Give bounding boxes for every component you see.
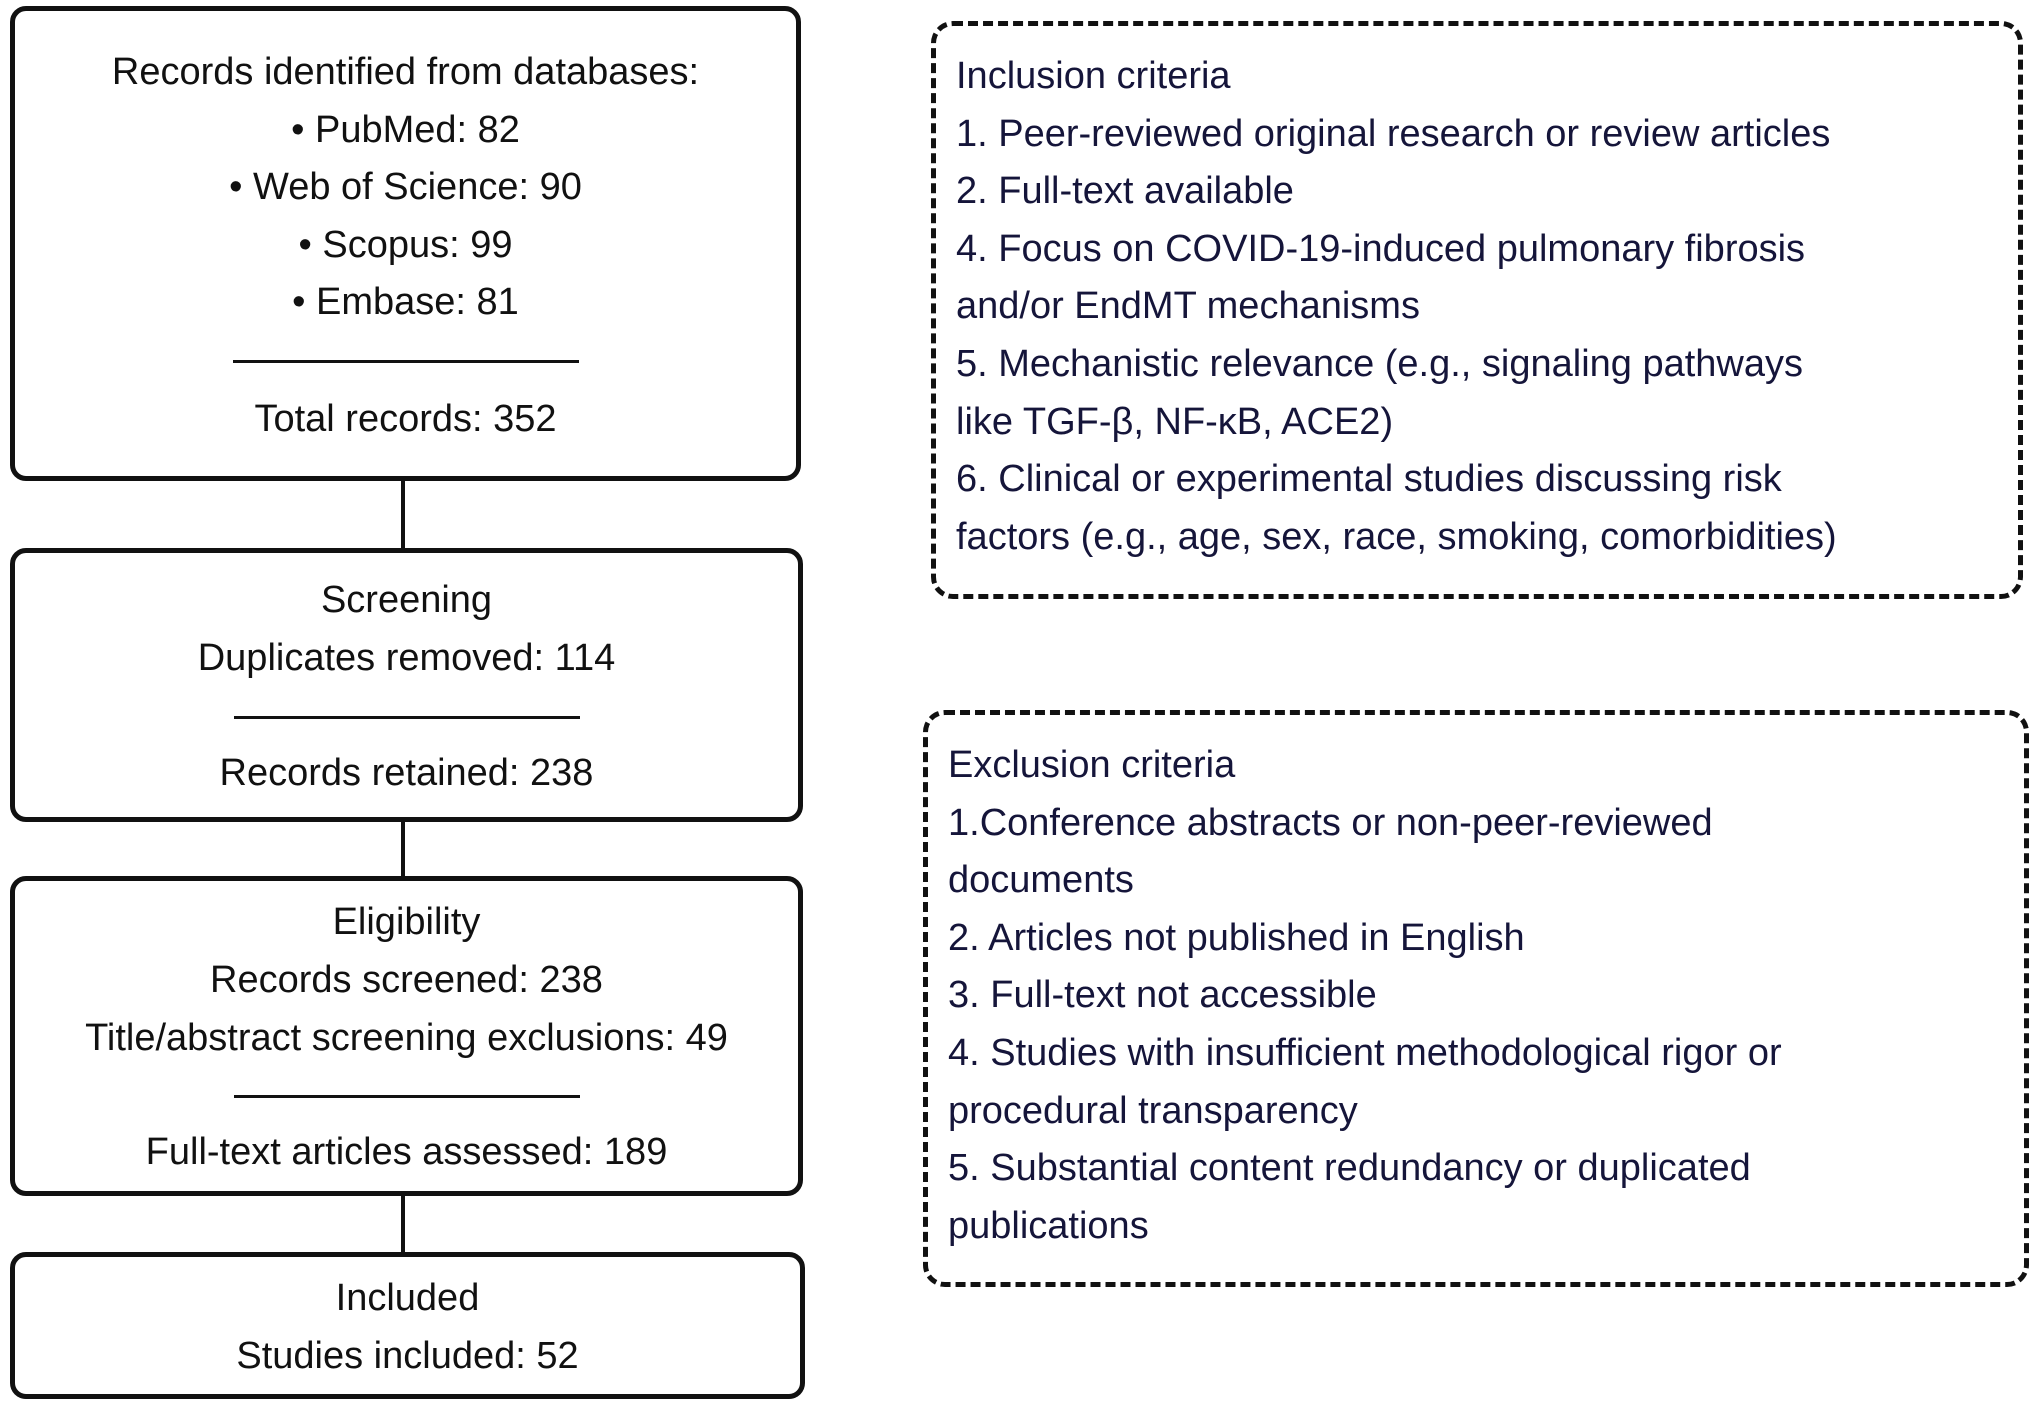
- included-heading: Included: [335, 1277, 480, 1319]
- records-screened: Records screened: 238: [210, 959, 603, 1001]
- inclusion-title: Inclusion criteria: [956, 55, 1231, 97]
- exclusion-item: publications: [948, 1204, 1149, 1247]
- duplicates-removed: Duplicates removed: 114: [197, 637, 616, 679]
- exclusion-item: 3. Full-text not accessible: [948, 974, 1377, 1017]
- total-records: Total records: 352: [254, 398, 557, 440]
- source-web-of-science: • Web of Science: 90: [229, 166, 582, 208]
- exclusion-item: documents: [948, 859, 1134, 902]
- inclusion-item: 1. Peer-reviewed original research or review articles: [956, 112, 1831, 155]
- exclusion-item: 2. Articles not published in English: [948, 916, 1525, 959]
- inclusion-item: 2. Full-text available: [956, 170, 1294, 213]
- eligibility-box: [10, 876, 803, 1196]
- inclusion-item: like TGF-β, NF-κB, ACE2): [956, 400, 1394, 443]
- exclusion-item: 4. Studies with insufficient methodological rigor or: [948, 1031, 1782, 1074]
- inclusion-item: 4. Focus on COVID-19-induced pulmonary fibrosis: [956, 227, 1806, 270]
- studies-included: Studies included: 52: [236, 1335, 579, 1377]
- source-embase: • Embase: 81: [292, 281, 519, 323]
- included-box: [10, 1252, 805, 1399]
- exclusion-item: 1.Conference abstracts or non-peer-reviewed: [948, 801, 1713, 844]
- screening-exclusions: Title/abstract screening exclusions: 49: [85, 1017, 728, 1059]
- identification-box: [10, 6, 801, 481]
- exclusion-item: 5. Substantial content redundancy or duplicated: [948, 1147, 1751, 1190]
- connector-line: [401, 481, 405, 549]
- screening-heading: Screening: [320, 579, 493, 621]
- eligibility-heading: Eligibility: [332, 901, 481, 943]
- inclusion-item: 5. Mechanistic relevance (e.g., signaling pathways: [956, 342, 1804, 385]
- connector-line: [401, 822, 405, 877]
- source-pubmed: • PubMed: 82: [291, 109, 520, 151]
- exclusion-criteria-box: [923, 710, 2029, 1287]
- identification-heading: Records identified from databases:: [111, 51, 700, 93]
- connector-line: [401, 1196, 405, 1253]
- source-scopus: • Scopus: 99: [298, 224, 513, 266]
- divider: [234, 716, 580, 719]
- inclusion-item: factors (e.g., age, sex, race, smoking, comorbidities): [956, 515, 1837, 558]
- exclusion-item: procedural transparency: [948, 1089, 1358, 1132]
- inclusion-item: 6. Clinical or experimental studies discussing risk: [956, 458, 1782, 501]
- screening-box: [10, 548, 803, 822]
- inclusion-criteria-box: [931, 21, 2023, 599]
- records-retained: Records retained: 238: [219, 752, 594, 794]
- divider: [233, 360, 579, 363]
- inclusion-item: and/or EndMT mechanisms: [956, 285, 1420, 328]
- divider: [234, 1095, 580, 1098]
- full-text-assessed: Full-text articles assessed: 189: [145, 1131, 668, 1173]
- exclusion-title: Exclusion criteria: [948, 744, 1236, 786]
